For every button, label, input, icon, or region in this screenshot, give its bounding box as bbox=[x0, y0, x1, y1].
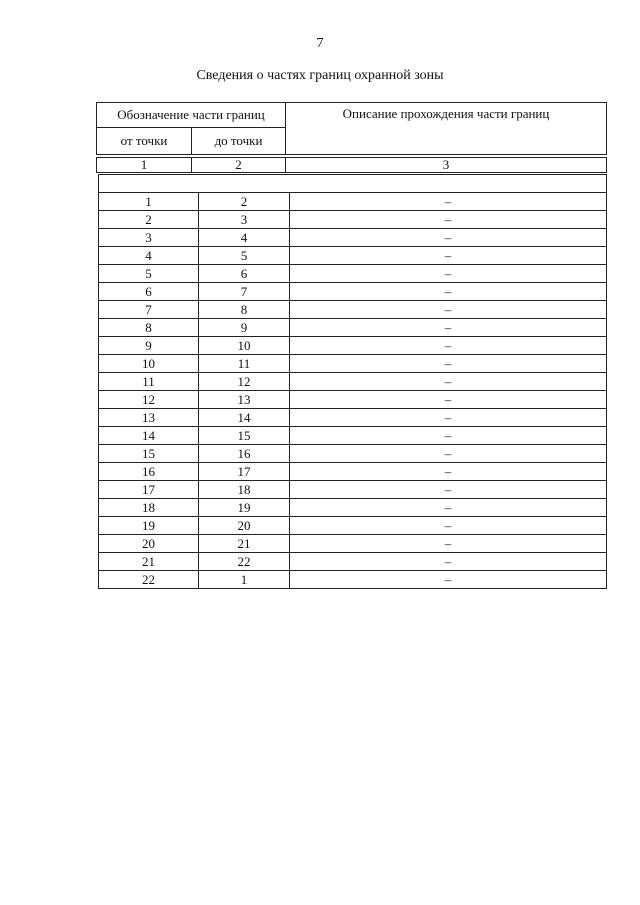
table-row bbox=[99, 571, 607, 589]
table-row bbox=[99, 193, 607, 211]
table-row bbox=[99, 445, 607, 463]
cell-to: 11 bbox=[199, 355, 290, 373]
table-row bbox=[99, 301, 607, 319]
table-row bbox=[99, 265, 607, 283]
cell-desc: – bbox=[290, 229, 607, 247]
cell-to: 10 bbox=[199, 337, 290, 355]
table-row bbox=[99, 427, 607, 445]
column-number-1: 1 bbox=[97, 158, 192, 173]
cell-to: 14 bbox=[199, 409, 290, 427]
cell-desc: – bbox=[290, 535, 607, 553]
cell-to: 18 bbox=[199, 481, 290, 499]
cell-desc: – bbox=[290, 553, 607, 571]
cell-from: 21 bbox=[99, 553, 199, 571]
blank-row bbox=[99, 175, 607, 193]
table-row bbox=[99, 481, 607, 499]
header-description-cell: Описание прохождения части границ bbox=[286, 103, 607, 155]
table-row bbox=[99, 229, 607, 247]
table-row bbox=[99, 283, 607, 301]
cell-from: 5 bbox=[99, 265, 199, 283]
cell-desc: – bbox=[290, 517, 607, 535]
cell-to: 15 bbox=[199, 427, 290, 445]
cell-from: 10 bbox=[99, 355, 199, 373]
cell-to: 22 bbox=[199, 553, 290, 571]
table-row bbox=[99, 211, 607, 229]
cell-to: 17 bbox=[199, 463, 290, 481]
cell-to: 4 bbox=[199, 229, 290, 247]
cell-desc: – bbox=[290, 391, 607, 409]
cell-desc: – bbox=[290, 193, 607, 211]
cell-to: 8 bbox=[199, 301, 290, 319]
data-table bbox=[98, 174, 607, 589]
cell-to: 16 bbox=[199, 445, 290, 463]
table-row bbox=[99, 373, 607, 391]
cell-from: 7 bbox=[99, 301, 199, 319]
column-number-3: 3 bbox=[286, 158, 607, 173]
cell-from: 16 bbox=[99, 463, 199, 481]
table-row bbox=[99, 517, 607, 535]
cell-to: 13 bbox=[199, 391, 290, 409]
cell-desc: – bbox=[290, 265, 607, 283]
cell-to: 20 bbox=[199, 517, 290, 535]
column-number-table bbox=[96, 157, 607, 173]
cell-to: 2 bbox=[199, 193, 290, 211]
cell-from: 18 bbox=[99, 499, 199, 517]
table-row bbox=[99, 409, 607, 427]
cell-from: 1 bbox=[99, 193, 199, 211]
cell-desc: – bbox=[290, 499, 607, 517]
header-to-cell: до точки bbox=[192, 128, 286, 155]
cell-to: 21 bbox=[199, 535, 290, 553]
cell-from: 4 bbox=[99, 247, 199, 265]
table-row bbox=[99, 499, 607, 517]
header-group-cell: Обозначение части границ bbox=[97, 103, 286, 128]
header-table bbox=[96, 102, 607, 155]
cell-from: 11 bbox=[99, 373, 199, 391]
cell-from: 9 bbox=[99, 337, 199, 355]
table-row bbox=[99, 535, 607, 553]
cell-desc: – bbox=[290, 445, 607, 463]
table-row bbox=[99, 319, 607, 337]
document-title: Сведения о частях границ охранной зоны bbox=[196, 68, 444, 83]
table-row bbox=[99, 247, 607, 265]
cell-desc: – bbox=[290, 481, 607, 499]
column-number-2: 2 bbox=[192, 158, 286, 173]
cell-desc: – bbox=[290, 355, 607, 373]
cell-desc: – bbox=[290, 211, 607, 229]
cell-desc: – bbox=[290, 409, 607, 427]
cell-to: 1 bbox=[199, 571, 290, 589]
cell-to: 3 bbox=[199, 211, 290, 229]
cell-desc: – bbox=[290, 463, 607, 481]
cell-from: 3 bbox=[99, 229, 199, 247]
cell-from: 14 bbox=[99, 427, 199, 445]
cell-from: 20 bbox=[99, 535, 199, 553]
table-row bbox=[99, 463, 607, 481]
cell-desc: – bbox=[290, 427, 607, 445]
cell-to: 5 bbox=[199, 247, 290, 265]
cell-desc: – bbox=[290, 283, 607, 301]
cell-to: 19 bbox=[199, 499, 290, 517]
cell-from: 19 bbox=[99, 517, 199, 535]
cell-from: 8 bbox=[99, 319, 199, 337]
cell-to: 6 bbox=[199, 265, 290, 283]
cell-desc: – bbox=[290, 373, 607, 391]
cell-desc: – bbox=[290, 337, 607, 355]
cell-from: 17 bbox=[99, 481, 199, 499]
cell-to: 9 bbox=[199, 319, 290, 337]
cell-desc: – bbox=[290, 247, 607, 265]
cell-desc: – bbox=[290, 571, 607, 589]
blank-cell bbox=[99, 175, 607, 193]
table-row bbox=[99, 553, 607, 571]
table-row bbox=[99, 337, 607, 355]
cell-from: 13 bbox=[99, 409, 199, 427]
cell-to: 7 bbox=[199, 283, 290, 301]
cell-to: 12 bbox=[199, 373, 290, 391]
cell-from: 12 bbox=[99, 391, 199, 409]
table-row bbox=[99, 391, 607, 409]
cell-desc: – bbox=[290, 319, 607, 337]
header-from-cell: от точки bbox=[97, 128, 192, 155]
cell-from: 6 bbox=[99, 283, 199, 301]
cell-from: 15 bbox=[99, 445, 199, 463]
page-number: 7 bbox=[316, 36, 324, 51]
cell-desc: – bbox=[290, 301, 607, 319]
cell-from: 2 bbox=[99, 211, 199, 229]
table-row bbox=[99, 355, 607, 373]
cell-from: 22 bbox=[99, 571, 199, 589]
